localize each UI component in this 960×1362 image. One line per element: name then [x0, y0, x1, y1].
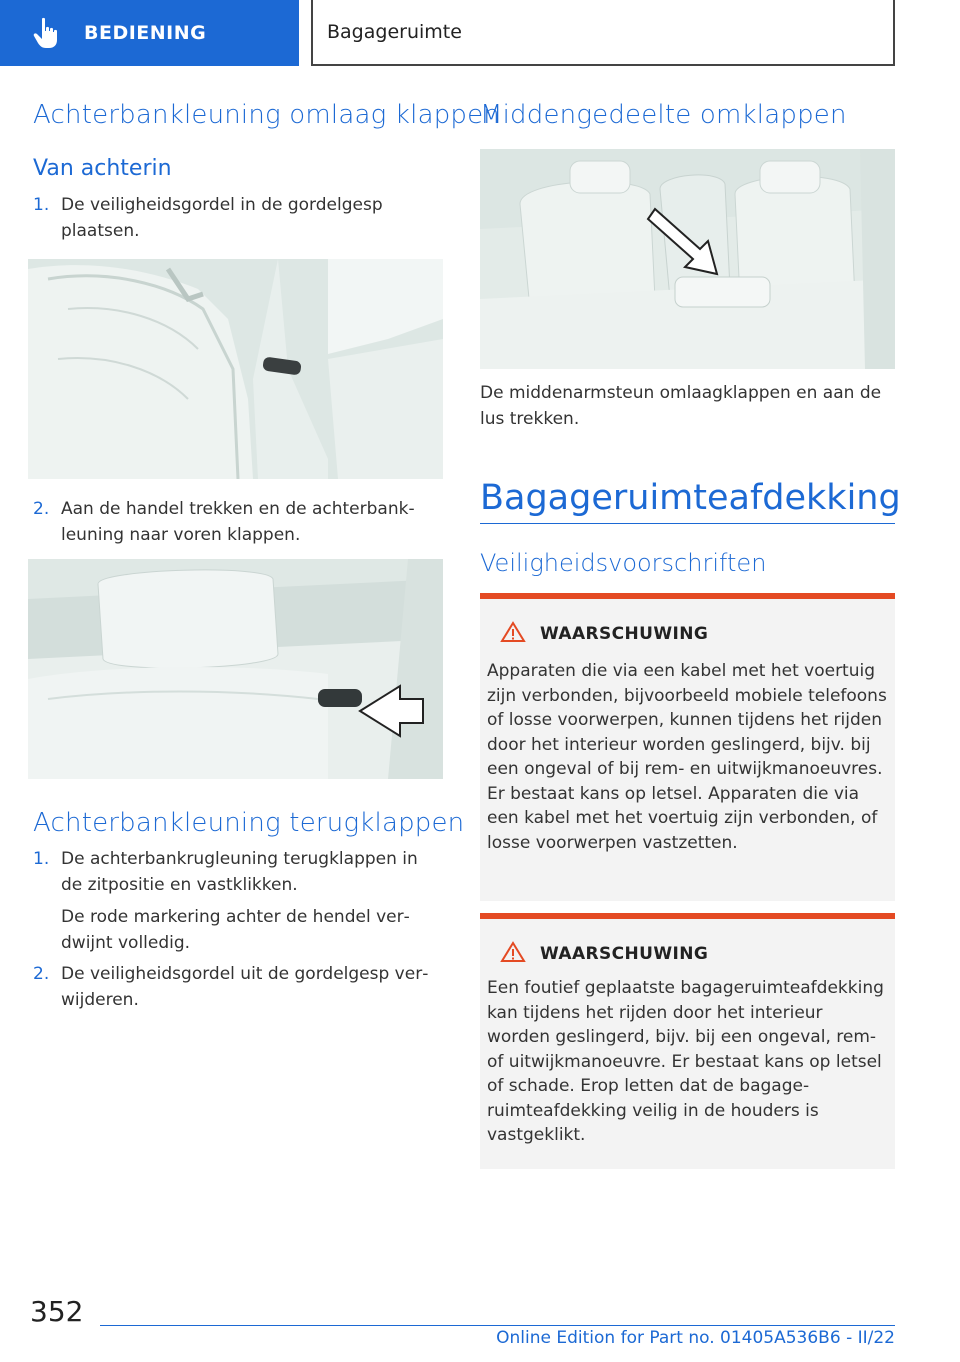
step-number: 1. — [33, 195, 50, 215]
step-item — [33, 961, 443, 1013]
step-item — [33, 846, 443, 898]
section-header — [311, 0, 895, 66]
chapter-tab[interactable] — [0, 0, 299, 66]
step-number: 1. — [33, 849, 50, 869]
section-title: Bagageruimte — [327, 21, 462, 43]
footer-rule — [100, 1325, 895, 1326]
step-text: De veiligheidsgordel in de gordelgesp plaatsen. — [61, 195, 383, 241]
step-number: 2. — [33, 964, 50, 984]
step-item — [33, 496, 443, 548]
section-heading-middle: Middengedeelte omklappen — [480, 100, 847, 130]
step-text: De veiligheidsgordel uit de gordelgesp verwijderen. — [61, 964, 429, 1010]
subheading-safety: Veiligheidsvoorschriften — [480, 549, 767, 577]
seatbelt-buckle-photo — [28, 259, 443, 479]
warning-triangle-icon — [500, 941, 526, 967]
warning-text: Een foutief geplaatste bagageruimteafdekking kan tijdens het rijden door het interieur worden geslingerd, bijv. bij een ongeval, rem- of uitwijkmanoeuvre. Er bestaat kans op letsel of schade. Erop letten dat de bagageruimteafdekking veilig in de houders is vastgeklikt. — [487, 978, 884, 1145]
footer-edition: Online Edition for Part no. 01405A536B6 - II/22 — [496, 1328, 895, 1348]
section-heading-fold-down: Achterbankleuning omlaag klappen — [33, 100, 500, 130]
warning-title: WAARSCHUWING — [540, 624, 709, 644]
step-text: De achterbankrugleuning terugklappen in de zitpositie en vastklikken. — [61, 849, 418, 895]
main-heading: Bagageruimteafdekking — [480, 478, 901, 518]
step-note — [33, 904, 443, 956]
page-number: 352 — [30, 1295, 84, 1328]
warning-triangle-icon — [500, 621, 526, 647]
chapter-title: BEDIENING — [84, 22, 207, 44]
step-text: Aan de handel trekken en de achterbankleuning naar voren klappen. — [61, 499, 415, 545]
warning-header — [500, 621, 708, 647]
warning-header — [500, 941, 708, 967]
section-heading-fold-back: Achterbankleuning terugklappen — [33, 808, 465, 838]
step-item — [33, 192, 443, 244]
hand-pointer-icon — [30, 16, 64, 50]
warning-text: Apparaten die via een kabel met het voertuig zijn verbonden, bijvoorbeeld mobiele telefoons of losse voorwerpen, kunnen tijdens het rijden door het interieur worden geslingerd, bijv. bij een ongeval of bij rem- en uitwijkmanoeuvres. Er bestaat kans op letsel. Apparaten die via een kabel met het voertuig zijn verbonden, of losse voorwerpen vastzetten. — [487, 661, 887, 853]
warning-title: WAARSCHUWING — [540, 944, 709, 964]
heading-rule — [480, 523, 895, 524]
step-number: 2. — [33, 499, 50, 519]
armrest-photo — [480, 149, 895, 369]
subheading-from-rear: Van achterin — [33, 156, 172, 181]
handle-pull-photo — [28, 559, 443, 779]
warning-box — [480, 593, 895, 901]
step-text: De rode markering achter de hendel verdwijnt volledig. — [61, 907, 410, 953]
armrest-caption: De middenarmsteun omlaagklappen en aan de lus trekken. — [480, 383, 882, 429]
warning-box — [480, 913, 895, 1169]
